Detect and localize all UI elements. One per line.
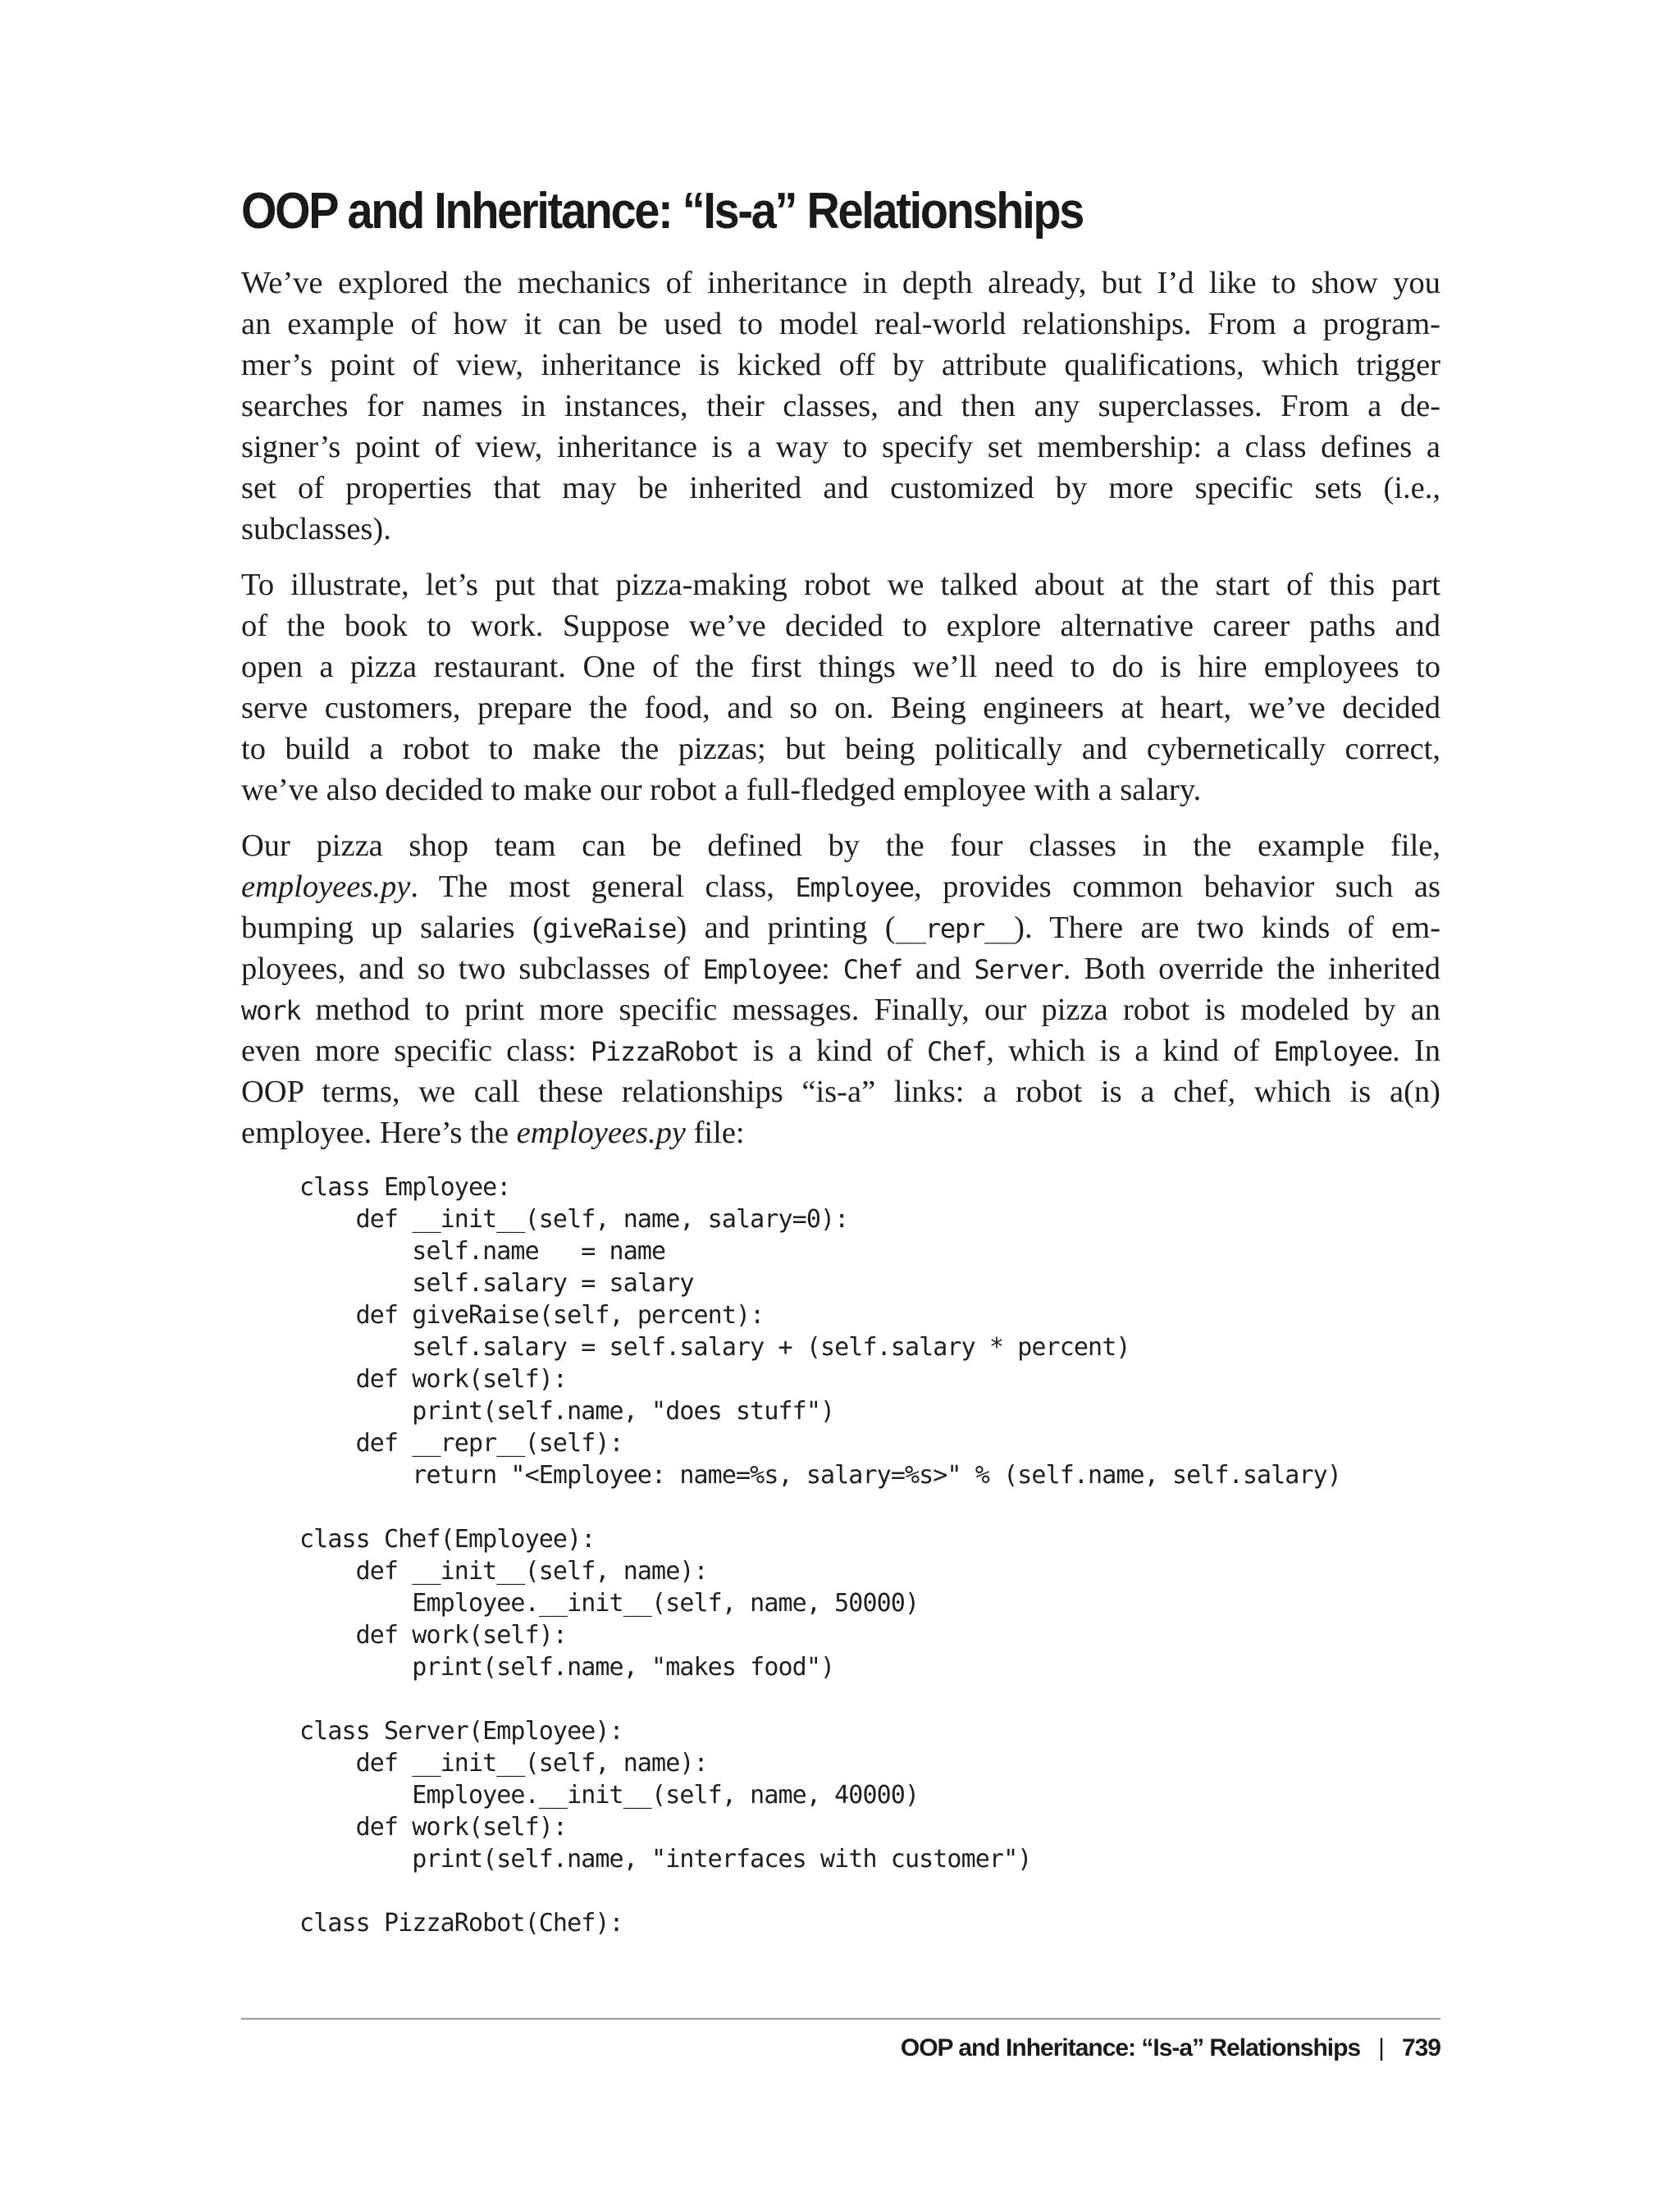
inline-code: Employee [795, 872, 914, 903]
paragraph-1-line: signer’s point of view, inheritance is a way to specify set membership: a class defines a [241, 430, 1440, 464]
paragraph-2-line: of the book to work. Suppose we’ve decided to explore alternative career paths and [241, 609, 1440, 643]
text-run: method to print more specific messages. Finally, our pizza robot is modeled by an [300, 993, 1440, 1027]
code-listing: class Employee: def __init__(self, name, salary=0): self.name = name self.salary = salary def giveRaise(self, percent): self.salary = self.salary + (self.salary * percent) def work(self): print(self.name, "does stuff") def __repr__(self): return "<Employee: name=%s, salary=%s>" % (self.name, self.salary) class Chef(Employee): def __init__(self, name): Employee.__init__(self, name, 50000) def work(self): print(self.name, "makes food") class Server(Employee): def __init__(self, name): Employee.__init__(self, name, 40000) def work(self): print(self.name, "interfaces with customer") class PizzaRobot(Chef): [299, 1173, 1341, 1938]
footer-separator: | [1378, 2034, 1384, 2061]
paragraph-3-line: OOP terms, we call these relationships “is-a” links: a robot is a chef, which is a(n) [241, 1075, 1440, 1109]
paragraph-3-line [241, 948, 1440, 989]
inline-code: Employee [702, 954, 822, 985]
paragraph-3-line [241, 1112, 1440, 1153]
paragraph-2-line: serve customers, prepare the food, and so on. Being engineers at heart, we’ve decided [241, 691, 1440, 725]
text-run: employee. Here’s the [241, 1116, 517, 1150]
inline-code: work [241, 995, 301, 1026]
page-number: 739 [1401, 2034, 1440, 2061]
running-footer-title: OOP and Inheritance: “Is-a” Relationships [900, 2034, 1361, 2061]
text-run: even more specific class: [241, 1034, 591, 1068]
paragraph-1-line: We’ve explored the mechanics of inheritance in depth already, but I’d like to show you [241, 266, 1440, 300]
inline-code: Server [974, 954, 1063, 985]
filename: employees.py [516, 1116, 686, 1150]
text-run: , which is a kind of [986, 1034, 1274, 1068]
text-run: bumping up salaries ( [241, 911, 543, 945]
paragraph-3-line [241, 866, 1440, 907]
paragraph-2-line: open a pizza restaurant. One of the first things we’ll need to do is hire employees to [241, 650, 1440, 684]
text-run: . Both override the inherited [1062, 952, 1441, 986]
text-run: . In [1392, 1034, 1440, 1068]
inline-code: PizzaRobot [590, 1036, 739, 1067]
paragraph-1-line: an example of how it can be used to model real-world relationships. From a program- [241, 307, 1440, 341]
paragraph-2-line: to build a robot to make the pizzas; but being politically and cybernetically correct, [241, 732, 1440, 766]
paragraph-3-line: Our pizza shop team can be defined by the four classes in the example file, [241, 829, 1440, 863]
paragraph-3-line [241, 1030, 1440, 1071]
text-run: is a kind of [738, 1034, 927, 1068]
paragraph-2-line: we’ve also decided to make our robot a full-fledged employee with a salary. [241, 773, 1202, 807]
text-run: : [821, 952, 843, 986]
text-run: and [902, 952, 975, 986]
filename: employees.py [241, 870, 411, 904]
inline-code: __repr__ [895, 913, 1015, 944]
text-run: . The most general class, [410, 870, 796, 904]
text-run: file: [685, 1116, 745, 1150]
page-footer [901, 2034, 1440, 2062]
paragraph-1-line: mer’s point of view, inheritance is kicked off by attribute qualifications, which trigger [241, 348, 1440, 382]
footer-divider [241, 2018, 1440, 2020]
section-heading: OOP and Inheritance: “Is-a” Relationships [241, 183, 1084, 240]
paragraph-1-line: subclasses). [241, 512, 391, 546]
text-run: ployees, and so two subclasses of [241, 952, 703, 986]
paragraph-1-line: searches for names in instances, their classes, and then any superclasses. From a de- [241, 389, 1440, 423]
paragraph-2 [241, 564, 1440, 810]
inline-code: Employee [1273, 1036, 1393, 1067]
paragraph-2-line: To illustrate, let’s put that pizza-making robot we talked about at the start of this part [241, 568, 1440, 602]
paragraph-1-line: set of properties that may be inherited and customized by more specific sets (i.e., [241, 471, 1440, 505]
text-run: ). There are two kinds of em- [1014, 911, 1440, 945]
paragraph-1 [241, 262, 1440, 550]
text-run: , provides common behavior such as [913, 870, 1440, 904]
inline-code: Chef [842, 954, 903, 985]
inline-code: Chef [926, 1036, 987, 1067]
paragraph-3-line [241, 989, 1440, 1030]
paragraph-3 [241, 825, 1440, 1153]
paragraph-3-line [241, 907, 1440, 948]
inline-code: giveRaise [542, 913, 677, 944]
text-run: ) and printing ( [676, 911, 896, 945]
